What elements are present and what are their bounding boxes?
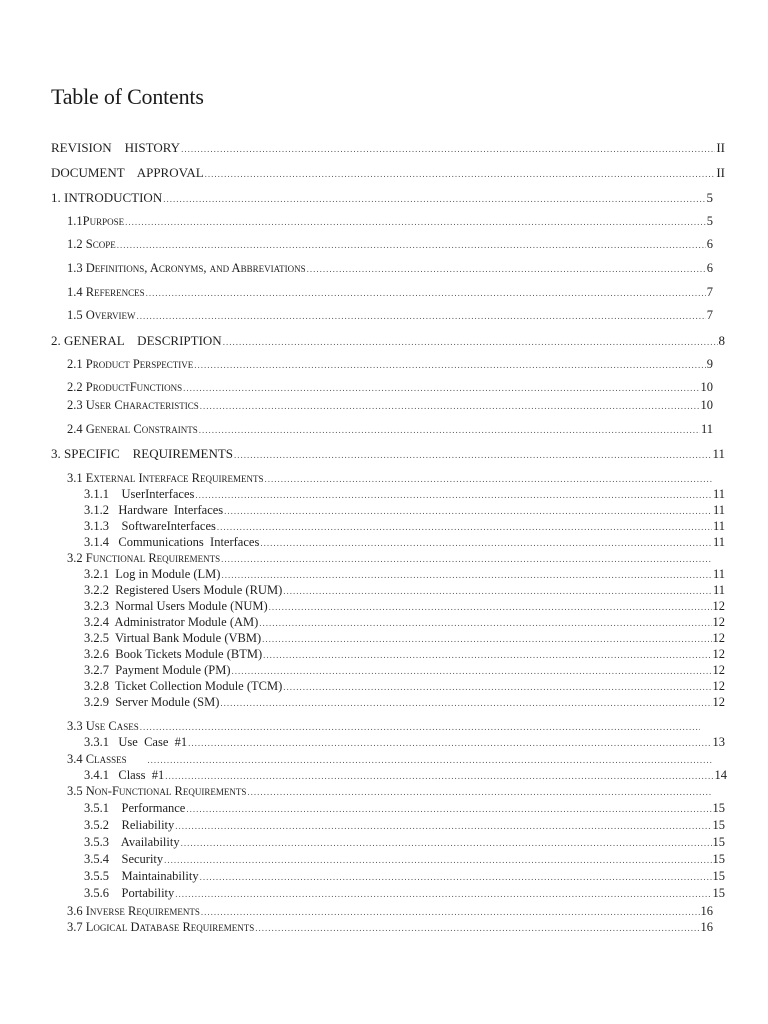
toc-entry-label: 3.1.2 Hardware Interfaces bbox=[84, 503, 224, 517]
toc-entry-page: 11 bbox=[712, 583, 725, 597]
toc-entry-label: DOCUMENT APPROVAL bbox=[51, 165, 204, 180]
toc-entry-introduction[interactable] bbox=[51, 190, 713, 207]
toc-entry-software-interfaces[interactable] bbox=[84, 519, 725, 535]
toc-entry-page: 11 bbox=[712, 487, 725, 501]
dot-leader bbox=[221, 568, 712, 583]
toc-entry-label: 3.2.2 Registered Users Module (RUM) bbox=[84, 583, 283, 597]
toc-entry-product-perspective[interactable] bbox=[67, 357, 713, 373]
dot-leader bbox=[195, 488, 712, 503]
toc-entry-label: 3.3.1 Use Case #1 bbox=[84, 735, 188, 749]
toc-entry-label: 3.5.4 Security bbox=[84, 852, 164, 866]
toc-entry-label: 3.6 Inverse Requirements bbox=[67, 904, 200, 918]
toc-entry-label: 2.2 ProductFunctions bbox=[67, 380, 183, 394]
toc-entry-label: REVISION HISTORY bbox=[51, 140, 181, 155]
toc-entry-page: 14 bbox=[714, 768, 727, 782]
toc-entry-administrator-module[interactable] bbox=[84, 615, 725, 631]
toc-entry-page: 12 bbox=[712, 599, 725, 613]
toc-entry-label: 3.5 Non-Functional Requirements bbox=[67, 784, 247, 798]
toc-entry-login-module[interactable] bbox=[84, 567, 725, 583]
dot-leader bbox=[263, 648, 711, 663]
dot-leader bbox=[260, 536, 712, 551]
dot-leader bbox=[146, 286, 706, 301]
toc-entry-page: 12 bbox=[712, 679, 725, 693]
dot-leader bbox=[269, 600, 712, 615]
toc-entry-overview[interactable] bbox=[67, 308, 713, 324]
toc-entry-label: 3.3 Use Cases bbox=[67, 719, 139, 733]
dot-leader bbox=[283, 584, 712, 599]
toc-entry-label: 2.4 General Constraints bbox=[67, 422, 198, 436]
toc-entry-label: 3.4.1 Class #1 bbox=[84, 768, 165, 782]
toc-entry-definitions[interactable] bbox=[67, 261, 713, 277]
dot-leader bbox=[186, 802, 711, 817]
dot-leader bbox=[183, 381, 699, 396]
dot-leader bbox=[175, 887, 711, 902]
dot-leader bbox=[137, 309, 706, 324]
dot-leader bbox=[217, 520, 712, 535]
toc-entry-logical-database-requirements[interactable] bbox=[67, 920, 713, 936]
toc-entry-label: 3.5.2 Reliability bbox=[84, 818, 175, 832]
toc-entry-specific-requirements[interactable] bbox=[51, 446, 725, 463]
toc-entry-label: 3.5.1 Performance bbox=[84, 801, 186, 815]
dot-leader bbox=[175, 819, 711, 834]
toc-entry-page: 11 bbox=[712, 446, 725, 461]
dot-leader bbox=[163, 192, 705, 207]
toc-entry-page: II bbox=[716, 165, 725, 180]
toc-entry-label: 2. GENERAL DESCRIPTION bbox=[51, 333, 222, 348]
toc-entry-label: 3. SPECIFIC REQUIREMENTS bbox=[51, 446, 234, 461]
toc-entry-page: 7 bbox=[706, 285, 713, 299]
toc-entry-page: 10 bbox=[700, 398, 713, 412]
toc-entry-page: 12 bbox=[712, 631, 725, 645]
toc-entry-page: 15 bbox=[712, 869, 725, 883]
toc-entry-label: 3.2.3 Normal Users Module (NUM) bbox=[84, 599, 268, 613]
dot-leader bbox=[200, 870, 712, 885]
toc-entry-page: 8 bbox=[718, 333, 725, 348]
toc-entry-page: 11 bbox=[712, 503, 725, 517]
toc-entry-non-functional-requirements[interactable] bbox=[67, 784, 713, 800]
toc-entry-use-cases[interactable] bbox=[67, 719, 701, 735]
dot-leader bbox=[234, 448, 711, 463]
dot-leader bbox=[147, 753, 712, 768]
toc-entry-scope[interactable] bbox=[67, 237, 713, 253]
toc-entry-page: 12 bbox=[712, 615, 725, 629]
toc-entry-general-description[interactable] bbox=[51, 333, 725, 350]
dot-leader bbox=[164, 853, 711, 868]
toc-entry-label: 3.2.5 Virtual Bank Module (VBM) bbox=[84, 631, 262, 645]
toc-entry-page: 12 bbox=[712, 647, 725, 661]
toc-entry-page: 5 bbox=[706, 214, 713, 228]
toc-entry-page: 15 bbox=[712, 835, 725, 849]
toc-entry-external-interface[interactable] bbox=[67, 471, 713, 487]
dot-leader bbox=[224, 504, 712, 519]
toc-entry-general-constraints[interactable] bbox=[67, 422, 713, 438]
toc-entry-label: 3.1.3 SoftwareInterfaces bbox=[84, 519, 216, 533]
toc-entry-maintainability[interactable] bbox=[84, 869, 725, 885]
dot-leader bbox=[220, 696, 711, 711]
toc-entry-label: 1.2 Scope bbox=[67, 237, 116, 251]
dot-leader bbox=[221, 552, 712, 567]
dot-leader bbox=[232, 664, 712, 679]
toc-entry-page: 16 bbox=[700, 904, 713, 918]
toc-entry-label: 1.1Purpose bbox=[67, 214, 125, 228]
toc-entry-label: 3.2.8 Ticket Collection Module (TCM) bbox=[84, 679, 283, 693]
toc-entry-label: 3.2.7 Payment Module (PM) bbox=[84, 663, 231, 677]
dot-leader bbox=[181, 142, 715, 157]
dot-leader bbox=[283, 680, 711, 695]
toc-entry-page: 15 bbox=[712, 886, 725, 900]
toc-entry-normal-users-module[interactable] bbox=[84, 599, 725, 615]
toc-entry-portability[interactable] bbox=[84, 886, 725, 902]
toc-entry-label: 3.1.4 Communications Interfaces bbox=[84, 535, 260, 549]
dot-leader bbox=[223, 335, 718, 350]
toc-entry-page: 11 bbox=[712, 535, 725, 549]
toc-entry-user-interfaces[interactable] bbox=[84, 487, 725, 503]
toc-entry-label: 3.4 Classes bbox=[67, 752, 127, 766]
toc-entry-label: 1.4 References bbox=[67, 285, 145, 299]
toc-entry-page: 11 bbox=[700, 422, 713, 436]
toc-entry-availability[interactable] bbox=[84, 835, 725, 851]
toc-entry-label: 3.2.1 Log in Module (LM) bbox=[84, 567, 221, 581]
toc-entry-page: 6 bbox=[706, 237, 713, 251]
toc-entry-registered-users-module[interactable] bbox=[84, 583, 725, 599]
toc-entry-purpose[interactable] bbox=[67, 214, 713, 230]
toc-entry-virtual-bank-module[interactable] bbox=[84, 631, 725, 647]
toc-entry-page: 9 bbox=[706, 357, 713, 371]
toc-entry-use-case-1[interactable] bbox=[84, 735, 725, 751]
toc-entry-page: 11 bbox=[712, 567, 725, 581]
toc-entry-label: 2.3 User Characteristics bbox=[67, 398, 199, 412]
toc-entry-label: 3.1.1 UserInterfaces bbox=[84, 487, 195, 501]
toc-entry-references[interactable] bbox=[67, 285, 713, 301]
toc-entry-label: 1.3 Definitions, Acronyms, and Abbreviations bbox=[67, 261, 306, 275]
toc-entry-label: 3.1 External Interface Requirements bbox=[67, 471, 264, 485]
toc-entry-label: 3.2.6 Book Tickets Module (BTM) bbox=[84, 647, 263, 661]
dot-leader bbox=[201, 905, 700, 920]
toc-entry-label: 3.5.3 Availability bbox=[84, 835, 180, 849]
toc-entry-product-functions[interactable] bbox=[67, 380, 713, 396]
toc-entry-label: 3.7 Logical Database Requirements bbox=[67, 920, 255, 934]
toc-entry-book-tickets-module[interactable] bbox=[84, 647, 725, 663]
dot-leader bbox=[125, 215, 706, 230]
toc-entry-document-approval[interactable] bbox=[51, 165, 725, 182]
dot-leader bbox=[199, 423, 700, 438]
dot-leader bbox=[247, 785, 712, 800]
toc-entry-communications-interfaces[interactable] bbox=[84, 535, 725, 551]
toc-entry-page: 15 bbox=[712, 818, 725, 832]
toc-entry-payment-module[interactable] bbox=[84, 663, 725, 679]
dot-leader bbox=[140, 720, 700, 735]
toc-entry-hardware-interfaces[interactable] bbox=[84, 503, 725, 519]
toc-entry-page: 12 bbox=[712, 695, 725, 709]
dot-leader bbox=[255, 921, 699, 936]
toc-entry-page: II bbox=[716, 140, 725, 155]
toc-entry-label: 3.2.9 Server Module (SM) bbox=[84, 695, 220, 709]
toc-entry-inverse-requirements[interactable] bbox=[67, 904, 713, 920]
toc-entry-page: 10 bbox=[700, 380, 713, 394]
toc-entry-label: 1. INTRODUCTION bbox=[51, 190, 163, 205]
dot-leader bbox=[205, 167, 716, 182]
toc-entry-label: 3.5.6 Portability bbox=[84, 886, 175, 900]
page-title: Table of Contents bbox=[51, 84, 204, 109]
toc-entry-ticket-collection-module[interactable] bbox=[84, 679, 725, 695]
toc-entry-page: 11 bbox=[712, 519, 725, 533]
dot-leader bbox=[117, 238, 706, 253]
toc-entry-label: 1.5 Overview bbox=[67, 308, 136, 322]
toc-entry-security[interactable] bbox=[84, 852, 725, 868]
dot-leader bbox=[262, 632, 711, 647]
toc-entry-class-1[interactable] bbox=[84, 768, 727, 784]
toc-entry-performance[interactable] bbox=[84, 801, 725, 817]
toc-entry-page: 13 bbox=[712, 735, 725, 749]
toc-entry-page: 16 bbox=[700, 920, 713, 934]
toc-entry-revision-history[interactable] bbox=[51, 140, 725, 157]
dot-leader bbox=[200, 399, 700, 414]
toc-entry-label: 3.2.4 Administrator Module (AM) bbox=[84, 615, 259, 629]
toc-entry-reliability[interactable] bbox=[84, 818, 725, 834]
dot-leader bbox=[165, 769, 713, 784]
toc-entry-label: 3.2 Functional Requirements bbox=[67, 551, 221, 565]
dot-leader bbox=[181, 836, 712, 851]
toc-entry-page: 5 bbox=[706, 190, 713, 205]
dot-leader bbox=[264, 472, 712, 487]
dot-leader bbox=[188, 736, 711, 751]
toc-entry-label: 2.1 Product Perspective bbox=[67, 357, 194, 371]
toc-entry-page: 7 bbox=[706, 308, 713, 322]
toc-entry-page: 6 bbox=[706, 261, 713, 275]
dot-leader bbox=[307, 262, 706, 277]
dot-leader bbox=[259, 616, 711, 631]
toc-entry-server-module[interactable] bbox=[84, 695, 725, 711]
toc-entry-user-characteristics[interactable] bbox=[67, 398, 713, 414]
toc-entry-classes[interactable] bbox=[67, 752, 713, 768]
toc-entry-page: 15 bbox=[712, 801, 725, 815]
toc-entry-label: 3.5.5 Maintainability bbox=[84, 869, 199, 883]
toc-entry-page: 15 bbox=[712, 852, 725, 866]
dot-leader bbox=[194, 358, 705, 373]
toc-entry-functional-requirements[interactable] bbox=[67, 551, 713, 567]
toc-entry-page: 12 bbox=[712, 663, 725, 677]
